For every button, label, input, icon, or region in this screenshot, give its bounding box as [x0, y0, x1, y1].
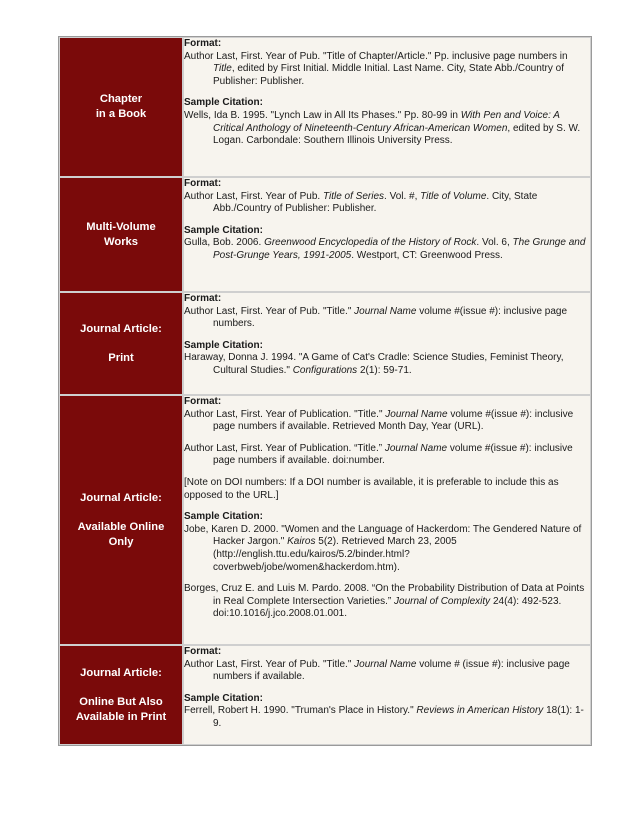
citation-text: Author Last, First. Year of Pub. "Title." [184, 658, 355, 670]
spacer [184, 331, 590, 340]
format-heading: Format: [184, 396, 222, 407]
label-line: Journal Article: [80, 322, 162, 335]
citation-content [183, 395, 591, 645]
citation-text: Ferrell, Robert H. 1990. "Truman's Place in History." [184, 705, 417, 717]
format-pattern [184, 306, 590, 331]
citation-text: Gulla, Bob. 2006. [184, 237, 265, 249]
label-line: Available in Print [75, 710, 167, 723]
citation-text: . City, State Abb./Country of Publisher: Publisher. [213, 190, 538, 215]
doi-note: [Note on DOI numbers: If a DOI number is available, it is preferable to include this as opposed to the URL.] [184, 476, 559, 501]
italic-title: Title of Series [322, 190, 385, 202]
citation-text: , edited by S. W. Logan. Carbondale: Southern Illinois University Press. [213, 122, 581, 147]
citation-text: Author Last, First. Year of Publication. “Title.” [184, 442, 385, 454]
citation-text: . Vol. 6, [476, 237, 513, 249]
format-pattern [184, 659, 590, 684]
citation-text: . Vol. #, [384, 190, 421, 202]
format-heading: Format: [184, 38, 222, 49]
citation-row [59, 645, 591, 745]
label-spacer [60, 337, 182, 351]
sample-citation [184, 705, 590, 730]
italic-title: Journal Name [384, 442, 448, 454]
label-line: in a Book [95, 108, 147, 120]
spacer [184, 502, 590, 511]
italic-title: Title [213, 63, 232, 75]
citation-text: volume #(issue #): inclusive page numbers if available. Retrieved Month Day, Year (URL). [213, 408, 574, 433]
citation-content [183, 645, 591, 745]
citation-row [59, 37, 591, 177]
citation-type-label [59, 37, 183, 177]
italic-title: Reviews in American History [416, 705, 544, 717]
label-line: Multi-Volume [86, 220, 156, 233]
sample-heading: Sample Citation: [184, 692, 263, 704]
citation-type-label [59, 292, 183, 395]
citation-text: 5(2). Retrieved March 23, 2005 (http://english.ttu.edu/kairos/5.2/binder.html?coverbweb/jobe/women&hackerdom.htm). [213, 536, 457, 573]
citation-text: Haraway, Donna J. 1994. "A Game of Cat's Cradle: Science Studies, Feminist Theory, Cultural Studies." [184, 352, 564, 376]
label-line: Journal Article: [80, 491, 162, 504]
label-spacer [60, 681, 182, 695]
citation-text: 18(1): 1-9. [213, 705, 584, 729]
spacer [184, 88, 590, 97]
italic-title: With Pen and Voice: A Critical Anthology of Nineteenth-Century African-American Women [213, 109, 560, 134]
spacer [184, 216, 590, 225]
italic-title: Kairos [287, 536, 316, 548]
citation-text: Author Last, First. Year of Pub. "Title." [184, 305, 355, 317]
format-pattern [184, 191, 590, 216]
sample-citation [184, 352, 590, 377]
format-pattern [184, 51, 590, 89]
label-line: Print [108, 351, 134, 364]
sample-citation [184, 583, 590, 621]
citation-text: volume # (issue #): inclusive page numbers if available. [213, 658, 570, 683]
citation-text: Wells, Ida B. 1995. "Lynch Law in All Its Phases." Pp. 80-99 in [184, 109, 461, 121]
sample-heading: Sample Citation: [184, 339, 263, 351]
citation-text: Author Last, First. Year of Pub. [184, 190, 323, 202]
format-pattern [184, 443, 590, 468]
italic-title: The Grunge and Post-Grunge Years, 1991-2005 [213, 237, 586, 261]
citation-text: Jobe, Karen D. 2000. "Women and the Language of Hackerdom: The Gendered Nature of Hacker Jargon." [184, 523, 582, 548]
citation-type-label [59, 177, 183, 292]
label-line: Only [108, 535, 134, 548]
label-line: Available Online [77, 520, 165, 533]
citation-guide-page [58, 36, 592, 746]
citation-row [59, 395, 591, 645]
citation-content [183, 37, 591, 177]
citation-type-label [59, 645, 183, 745]
spacer [184, 574, 590, 583]
sample-citation [184, 237, 590, 262]
italic-title: Journal of Complexity [394, 595, 491, 607]
label-line: Journal Article: [80, 666, 162, 679]
citation-text: 24(4): 492-523. doi:10.1016/j.jco.2008.01.001. [213, 595, 562, 620]
label-line: Chapter [99, 93, 143, 105]
sample-heading: Sample Citation: [184, 511, 263, 523]
citation-text: volume #(issue #): inclusive page numbers. [213, 305, 568, 330]
citation-content [183, 292, 591, 395]
format-heading: Format: [184, 293, 222, 304]
citation-content [183, 177, 591, 292]
italic-title: Greenwood Encyclopedia of the History of Rock [264, 237, 477, 249]
format-pattern [184, 409, 590, 434]
sample-citation [184, 524, 590, 574]
citation-text: Author Last, First. Year of Publication. "Title." [184, 408, 386, 420]
label-line: Works [104, 235, 138, 248]
italic-title: Journal Name [354, 305, 417, 317]
label-spacer [60, 506, 182, 520]
italic-title: Title of Volume [420, 190, 487, 202]
spacer [184, 684, 590, 693]
citation-text: 2(1): 59-71. [357, 364, 412, 376]
sample-citation [184, 110, 590, 148]
italic-title: Configurations [292, 364, 358, 376]
citation-text: . Westport, CT: Greenwood Press. [351, 249, 503, 261]
citation-text: volume #(issue #): inclusive page numbers if available. doi:number. [213, 442, 573, 467]
citation-table [58, 36, 592, 746]
citation-type-label [59, 395, 183, 645]
italic-title: Journal Name [385, 408, 448, 420]
citation-row [59, 177, 591, 292]
citation-text: Author Last, First. Year of Pub. "Title of Chapter/Article." Pp. inclusive page numbers in [184, 50, 568, 62]
italic-title: Journal Name [354, 658, 417, 670]
spacer [184, 434, 590, 443]
sample-heading: Sample Citation: [184, 97, 263, 109]
citation-text: Borges, Cruz E. and Luis M. Pardo. 2008. “On the Probability Distribution of Data at Points in Real Complete Intersection Varieties.” [184, 583, 585, 607]
sample-heading: Sample Citation: [184, 224, 263, 236]
format-heading: Format: [184, 646, 222, 657]
label-line: Online But Also [79, 695, 163, 708]
citation-row [59, 292, 591, 395]
format-heading: Format: [184, 178, 222, 189]
spacer [184, 468, 590, 477]
citation-text: , edited by First Initial. Middle Initial. Last Name. City, State Abb./Country of Publisher: Publisher. [213, 63, 564, 87]
